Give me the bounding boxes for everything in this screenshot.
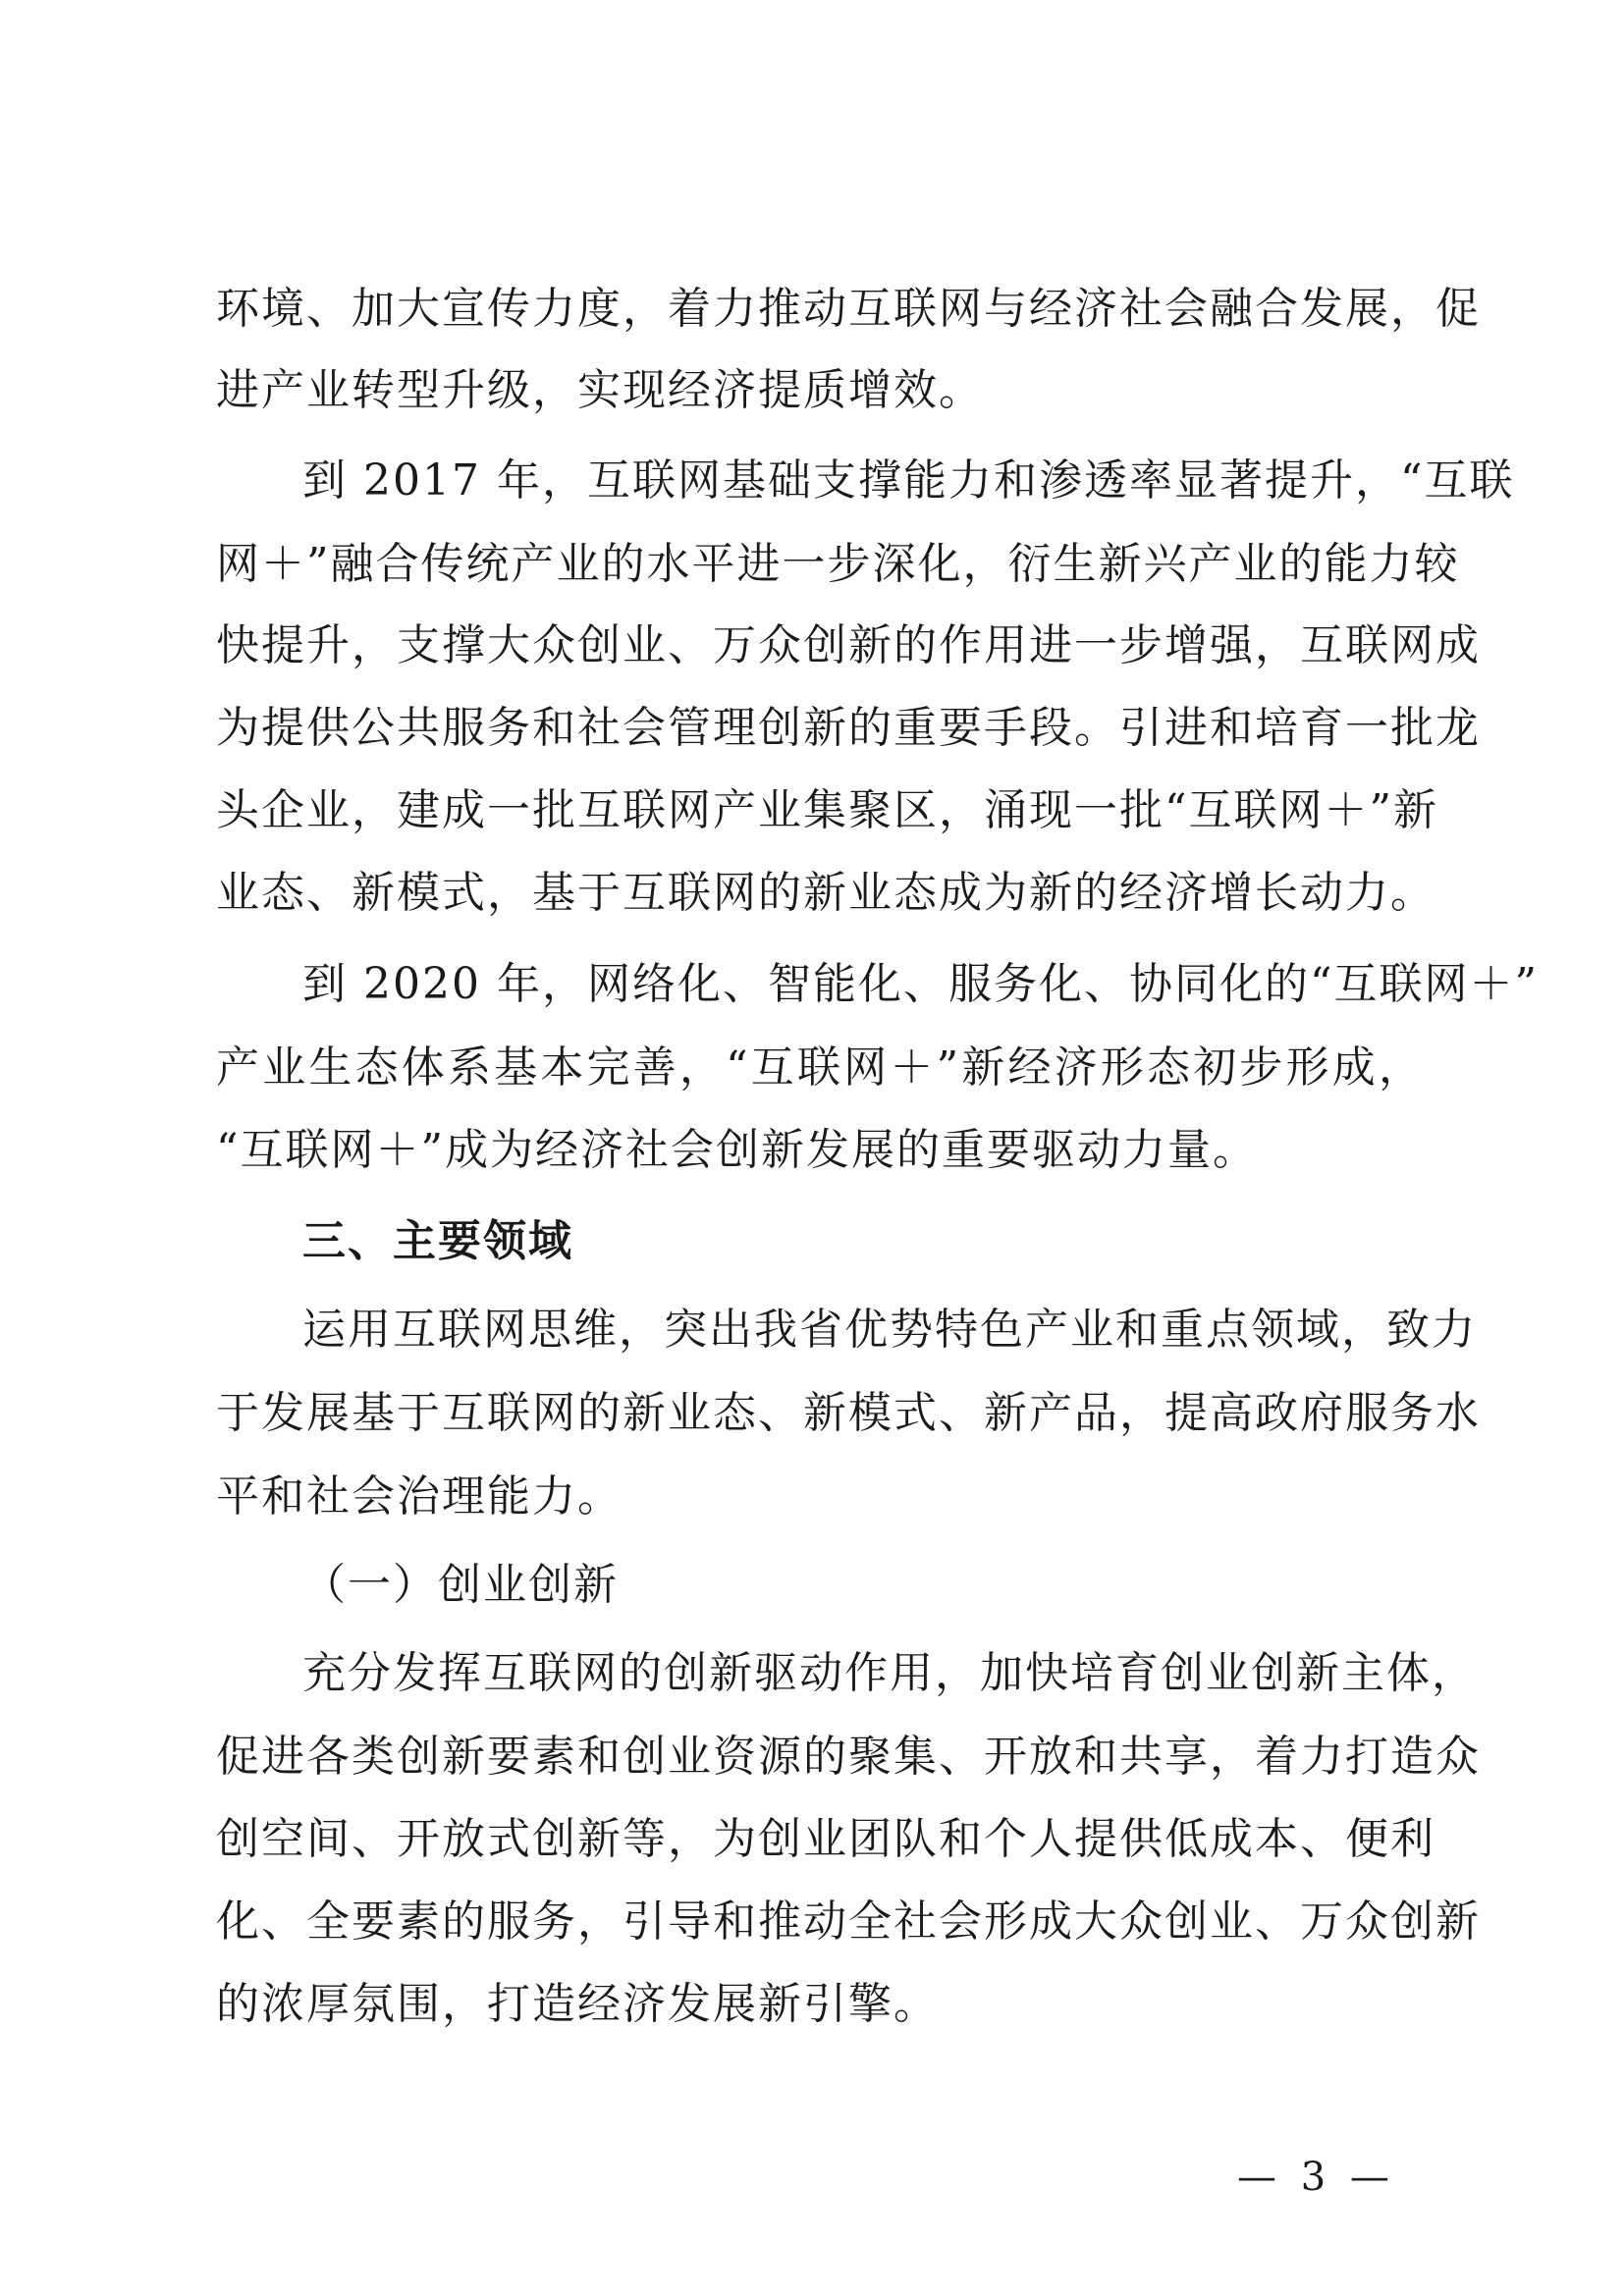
paragraph-line: 为提供公共服务和社会管理创新的重要手段。引进和培育一批龙 <box>216 703 1481 753</box>
paragraph-line: 快提升，支撑大众创业、万众创新的作用进一步增强，互联网成 <box>216 620 1481 670</box>
paragraph-line: 网＋”融合传统产业的水平进一步深化，衍生新兴产业的能力较 <box>216 539 1460 589</box>
paragraph-line: 于发展基于互联网的新业态、新模式、新产品，提高政府服务水 <box>216 1388 1481 1438</box>
paragraph-line: 充分发挥互联网的创新驱动作用，加快培育创业创新主体， <box>302 1648 1477 1698</box>
paragraph-line: 进产业转型升级，实现经济提质增效。 <box>216 365 984 415</box>
page-number: — 3 — <box>1237 2155 1395 2200</box>
paragraph-line: 平和社会治理能力。 <box>216 1471 623 1522</box>
paragraph-line: “互联网＋”成为经济社会创新发展的重要驱动力量。 <box>216 1125 1258 1175</box>
paragraph-line: 到 2020 年，网络化、智能化、服务化、协同化的“互联网＋” <box>302 959 1539 1009</box>
paragraph-line: 到 2017 年，互联网基础支撑能力和渗透率显著提升，“互联 <box>302 455 1515 506</box>
paragraph-line: 产业生态体系基本完善，“互联网＋”新经济形态初步形成， <box>216 1042 1424 1093</box>
paragraph-line: 业态、新模式，基于互联网的新业态成为新的经济增长动力。 <box>216 868 1435 918</box>
subsection-heading: （一）创业创新 <box>302 1560 619 1610</box>
paragraph-line: 环境、加大宣传力度，着力推动互联网与经济社会融合发展，促 <box>216 284 1481 334</box>
paragraph-line: 头企业，建成一批互联网产业集聚区，涌现一批“互联网＋”新 <box>216 785 1438 835</box>
paragraph-line: 创空间、开放式创新等，为创业团队和个人提供低成本、便利 <box>216 1814 1435 1864</box>
paragraph-line: 促进各类创新要素和创业资源的聚集、开放和共享，着力打造众 <box>216 1732 1481 1782</box>
paragraph-line: 的浓厚氛围，打造经济发展新引擎。 <box>216 1979 939 2029</box>
paragraph-line: 化、全要素的服务，引导和推动全社会形成大众创业、万众创新 <box>216 1896 1481 1947</box>
paragraph-line: 运用互联网思维，突出我省优势特色产业和重点领域，致力 <box>302 1305 1477 1355</box>
section-heading: 三、主要领域 <box>302 1216 573 1266</box>
